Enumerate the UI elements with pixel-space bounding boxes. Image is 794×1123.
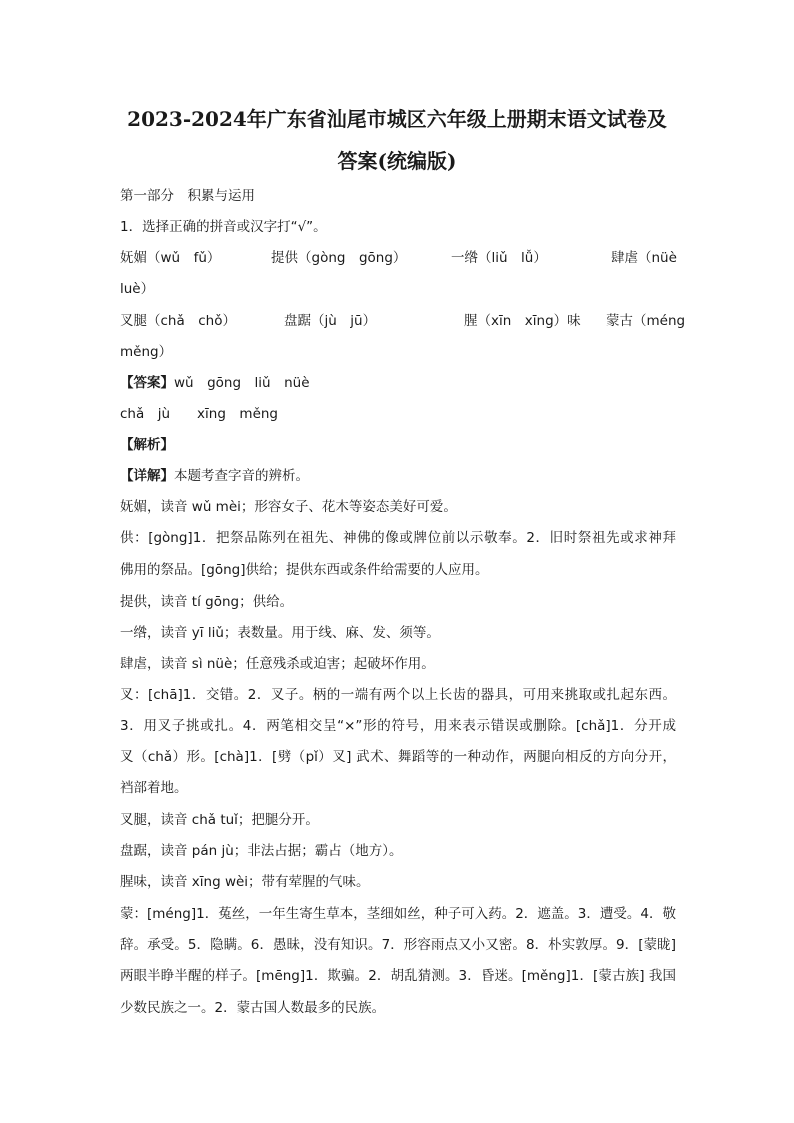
detail-line: 两眼半睁半醒的样子。[mēng]1．欺骗。2．胡乱猜测。3．昏迷。[měng]1．[蒙古族] 我国 xyxy=(120,968,676,984)
option-chatui: 叉腿（chǎ chǒ） xyxy=(120,313,236,329)
detail-line: 3．用叉子挑或扎。4．两笔相交呈“×”形的符号，用来表示错误或删除。[chǎ]1．分开成 xyxy=(120,718,676,734)
detail-line: 少数民族之一。2．蒙古国人数最多的民族。 xyxy=(120,1000,386,1016)
detail-line: 裆部着地。 xyxy=(120,780,188,796)
option-panju: 盘踞（jù jū） xyxy=(284,313,377,329)
option-sinue-continued: luè） xyxy=(120,281,155,297)
detail-line: 佛用的祭品。[gōng]供给；提供东西或条件给需要的人应用。 xyxy=(120,562,489,578)
detail-line: 妩媚，读音 wǔ mèi；形容女子、花木等姿态美好可爱。 xyxy=(120,499,457,515)
detail-line: 叉腿，读音 chǎ tuǐ；把腿分开。 xyxy=(120,812,319,828)
detail-label: 【详解】 xyxy=(120,468,174,484)
detail-line: 提供，读音 tí gōng；供给。 xyxy=(120,594,294,610)
document-title-line2: 答案(统编版) xyxy=(337,149,457,173)
detail-intro-line xyxy=(120,466,676,486)
detail-line: 蒙：[méng]1．菟丝，一年生寄生草本，茎细如丝，种子可入药。2．遮盖。3．遭受。4．敬 xyxy=(120,906,676,922)
detail-line: 叉：[chā]1．交错。2．叉子。柄的一端有两个以上长齿的器具，可用来挑取或扎起东西。 xyxy=(120,687,676,703)
detail-line: 供：[gòng]1．把祭品陈列在祖先、神佛的像或牌位前以示敬奉。2．旧时祭祖先或求神拜 xyxy=(120,530,676,546)
detail-line: 肆虐，读音 sì nüè；任意残杀或迫害；起破坏作用。 xyxy=(120,656,435,672)
detail-intro: 本题考查字音的辨析。 xyxy=(174,468,309,484)
question-prompt: 1．选择正确的拼音或汉字打“√”。 xyxy=(120,219,327,235)
detail-line: 腥味，读音 xīng wèi；带有荤腥的气味。 xyxy=(120,874,370,890)
answer-values-2: chǎ jù xīng měng xyxy=(120,406,279,422)
answer-label: 【答案】 xyxy=(120,375,174,391)
option-sinue: 肆虐（nüè xyxy=(611,250,677,266)
option-wumei: 妩媚（wǔ fǔ） xyxy=(120,250,221,266)
section-heading: 第一部分 积累与运用 xyxy=(120,188,255,204)
option-menggu-continued: měng） xyxy=(120,344,173,360)
option-yiliu: 一绺（liǔ lǚ） xyxy=(451,250,547,266)
detail-line: 一绺，读音 yī liǔ；表数量。用于线、麻、发、须等。 xyxy=(120,625,440,641)
document-title-line1: 2023-2024年广东省汕尾市城区六年级上册期末语文试卷及 xyxy=(127,107,667,131)
option-tigong: 提供（gòng gōng） xyxy=(271,250,407,266)
analysis-label: 【解析】 xyxy=(120,437,174,453)
option-menggu: 蒙古（méng xyxy=(606,313,686,329)
detail-line: 叉（chǎ）形。[chà]1．[劈（pǐ）叉] 武术、舞蹈等的一种动作，两腿向相反的方向分开， xyxy=(120,749,676,765)
detail-line: 辞。承受。5．隐瞒。6．愚昧，没有知识。7．形容雨点又小又密。8．朴实敦厚。9．[蒙眬] xyxy=(120,937,676,953)
answer-values-1: wǔ gōng liǔ nüè xyxy=(174,375,310,391)
option-xingwei: 腥（xīn xīng）味 xyxy=(464,313,581,329)
detail-line: 盘踞，读音 pán jù；非法占据；霸占（地方）。 xyxy=(120,843,403,859)
answer-line1 xyxy=(120,373,676,393)
